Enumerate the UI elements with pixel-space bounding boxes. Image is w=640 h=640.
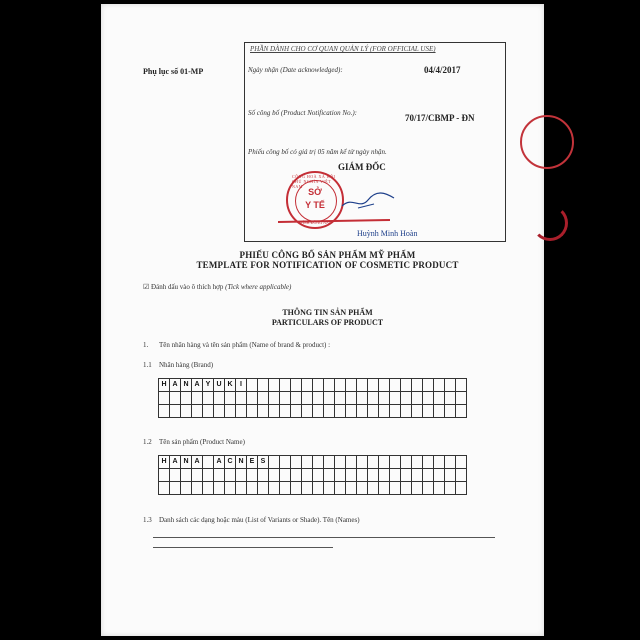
brand-cell [379,405,390,418]
brand-cell [258,379,269,392]
product-cell [170,469,181,482]
brand-cell [401,405,412,418]
product-cell [181,469,192,482]
product-cell [379,469,390,482]
brand-cell [214,405,225,418]
appendix-label: Phụ lục số 01-MP [143,67,204,76]
brand-cell [280,405,291,418]
notification-number-value: 70/17/CBMP - ĐN [405,113,475,123]
brand-cell [357,405,368,418]
product-cell [313,469,324,482]
product-cell [313,482,324,495]
item-1-2-number: 1.2 [143,438,152,446]
brand-cell [269,405,280,418]
brand-cell [456,405,467,418]
product-cell [214,482,225,495]
brand-cell [291,379,302,392]
item-1-2 [143,438,245,446]
item-1-2-text: Tên sản phẩm (Product Name) [159,438,245,446]
product-cell [390,456,401,469]
stamp-line-1: SỞ [308,187,322,197]
brand-letter: Y [203,379,214,392]
product-cell [346,456,357,469]
brand-cell [203,405,214,418]
brand-cell [192,392,203,405]
stamp-ring-text-bottom: TỈNH ĐỒNG NAI [300,220,331,225]
product-cell [357,456,368,469]
title-vietnamese: PHIẾU CÔNG BỐ SẢN PHẨM MỸ PHẨM [239,250,416,260]
brand-cell [335,392,346,405]
brand-cell [181,405,192,418]
brand-cell [302,392,313,405]
product-cell [423,482,434,495]
product-cell [236,482,247,495]
brand-grid [158,378,467,418]
director-title: GIÁM ĐỐC [338,162,386,172]
signer-name: Huỳnh Minh Hoàn [357,229,418,238]
product-cell [170,482,181,495]
product-cell [203,482,214,495]
product-cell [236,469,247,482]
product-cell [247,482,258,495]
variants-line-1 [153,537,495,538]
official-stamp [286,171,344,229]
product-cell [434,469,445,482]
product-cell [269,456,280,469]
product-letter [203,456,214,469]
brand-letter: U [214,379,225,392]
brand-cell [302,405,313,418]
brand-letter: A [170,379,181,392]
product-letter: S [258,456,269,469]
brand-cell [159,392,170,405]
product-cell [379,456,390,469]
product-cell [412,456,423,469]
brand-cell [258,405,269,418]
product-cell [346,469,357,482]
product-cell [258,482,269,495]
stamp-ring-text: CỘNG HOÀ XÃ HỘI CHỦ NGHĨA VIỆT NAM [292,174,336,189]
brand-cell [291,392,302,405]
brand-cell [335,405,346,418]
brand-cell [445,379,456,392]
official-use-title: PHẦN DÀNH CHO CƠ QUAN QUẢN LÝ (FOR OFFICIAL USE) [250,45,436,53]
tick-instruction-text: ☑ Đánh dấu vào ô thích hợp [143,283,224,291]
product-cell [390,482,401,495]
product-cell [192,482,203,495]
stamp-line-2: Y TẾ [305,200,325,210]
product-cell [324,469,335,482]
product-cell [379,482,390,495]
validity-text: Phiếu công bố có giá trị 05 năm kể từ ngày nhận. [248,148,387,156]
brand-cell [313,392,324,405]
product-cell [335,469,346,482]
product-cell [225,469,236,482]
brand-letter: K [225,379,236,392]
product-cell [423,469,434,482]
product-cell [368,482,379,495]
brand-cell [170,392,181,405]
product-cell [291,482,302,495]
item-1-3-text: Danh sách các dạng hoặc màu (List of Variants or Shade). Tên (Names) [159,516,360,524]
product-cell [434,456,445,469]
notification-number-label: Số công bố (Product Notification No.): [248,109,358,117]
brand-letter: A [192,379,203,392]
brand-cell [291,405,302,418]
brand-cell [247,405,258,418]
brand-cell [368,379,379,392]
brand-cell [379,379,390,392]
product-cell [423,456,434,469]
brand-cell [434,379,445,392]
brand-letter: I [236,379,247,392]
brand-cell [192,405,203,418]
signature [338,186,398,216]
item-1 [143,341,330,349]
brand-cell [269,392,280,405]
product-cell [401,469,412,482]
brand-cell [423,392,434,405]
brand-cell [236,405,247,418]
brand-cell [247,392,258,405]
stamp-partial-2 [532,205,568,241]
brand-cell [412,379,423,392]
product-cell [445,482,456,495]
brand-cell [368,405,379,418]
product-cell [159,469,170,482]
brand-letter: N [181,379,192,392]
product-letter: H [159,456,170,469]
date-acknowledged-value: 04/4/2017 [424,65,461,75]
item-1-1-number: 1.1 [143,361,152,369]
brand-cell [269,379,280,392]
brand-cell [313,379,324,392]
brand-cell [280,392,291,405]
brand-cell [247,379,258,392]
product-cell [324,482,335,495]
brand-cell [324,405,335,418]
brand-cell [346,392,357,405]
brand-cell [412,392,423,405]
brand-cell [357,379,368,392]
brand-cell [258,392,269,405]
item-1-3 [143,516,360,524]
stamp-partial [520,115,574,169]
product-cell [412,469,423,482]
section-title-english: PARTICULARS OF PRODUCT [271,318,384,327]
product-cell [368,469,379,482]
product-cell [280,482,291,495]
product-cell [258,469,269,482]
product-cell [357,469,368,482]
product-letter: A [192,456,203,469]
brand-cell [390,392,401,405]
product-cell [302,469,313,482]
product-cell [390,469,401,482]
product-cell [445,456,456,469]
product-cell [434,482,445,495]
product-cell [291,456,302,469]
item-1-text: Tên nhãn hàng và tên sản phẩm (Name of brand & product) : [159,341,331,349]
date-acknowledged-label: Ngày nhận (Date acknowledged): [248,66,343,74]
brand-cell [456,379,467,392]
product-letter: A [214,456,225,469]
product-cell [313,456,324,469]
product-cell [181,482,192,495]
product-cell [302,456,313,469]
brand-cell [225,405,236,418]
item-1-1 [143,361,213,369]
brand-cell [313,405,324,418]
product-cell [368,456,379,469]
product-cell [456,482,467,495]
title-english: TEMPLATE FOR NOTIFICATION OF COSMETIC PRODUCT [196,260,459,270]
brand-cell [324,379,335,392]
brand-cell [214,392,225,405]
product-letter: N [181,456,192,469]
product-cell [269,482,280,495]
brand-cell [324,392,335,405]
item-1-1-text: Nhãn hàng (Brand) [159,361,214,369]
product-cell [280,456,291,469]
brand-cell [335,379,346,392]
product-cell [203,469,214,482]
brand-cell [434,392,445,405]
brand-cell [280,379,291,392]
brand-cell [368,392,379,405]
brand-cell [434,405,445,418]
product-cell [335,482,346,495]
item-1-number: 1. [143,341,149,349]
brand-cell [401,392,412,405]
product-cell [291,469,302,482]
product-cell [445,469,456,482]
product-cell [192,469,203,482]
product-cell [324,456,335,469]
brand-cell [346,405,357,418]
brand-cell [302,379,313,392]
brand-cell [423,405,434,418]
product-cell [335,456,346,469]
product-cell [247,469,258,482]
brand-cell [423,379,434,392]
brand-cell [159,405,170,418]
brand-cell [401,379,412,392]
product-cell [214,469,225,482]
brand-cell [445,405,456,418]
brand-letter: H [159,379,170,392]
tick-instruction-italic: (Tick where applicable) [225,283,292,291]
brand-cell [390,405,401,418]
product-letter: C [225,456,236,469]
product-cell [401,482,412,495]
brand-cell [379,392,390,405]
product-cell [456,469,467,482]
item-1-3-number: 1.3 [143,516,152,524]
product-letter: A [170,456,181,469]
product-cell [346,482,357,495]
product-cell [302,482,313,495]
brand-cell [412,405,423,418]
brand-cell [456,392,467,405]
tick-instruction [143,283,291,291]
brand-cell [445,392,456,405]
brand-cell [225,392,236,405]
section-title-vietnamese: THÔNG TIN SẢN PHẨM [282,308,373,317]
product-cell [269,469,280,482]
brand-cell [357,392,368,405]
brand-cell [170,405,181,418]
product-letter: N [236,456,247,469]
product-cell [412,482,423,495]
product-letter: E [247,456,258,469]
product-cell [357,482,368,495]
brand-cell [236,392,247,405]
product-cell [159,482,170,495]
product-cell [456,456,467,469]
brand-cell [203,392,214,405]
brand-cell [390,379,401,392]
product-cell [401,456,412,469]
product-name-grid [158,455,467,495]
brand-cell [346,379,357,392]
variants-line-2 [153,547,333,548]
product-cell [225,482,236,495]
product-cell [280,469,291,482]
brand-cell [181,392,192,405]
